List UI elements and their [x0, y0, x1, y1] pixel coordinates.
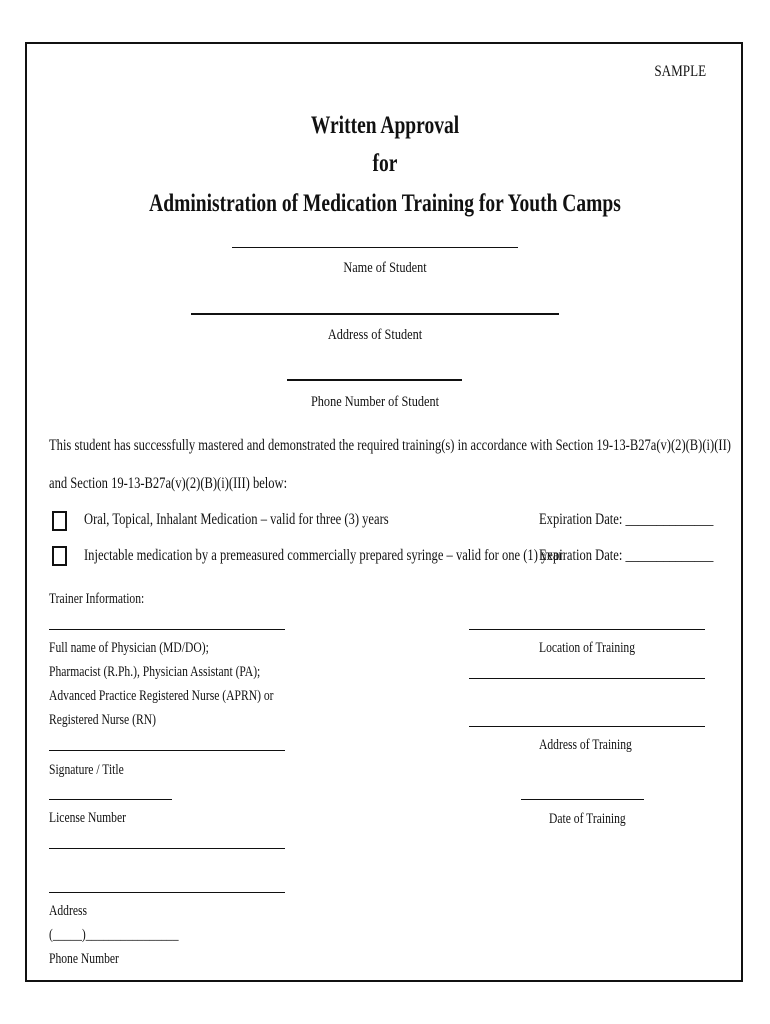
form-title-line2: for [372, 150, 398, 177]
trainer-name-line[interactable] [49, 629, 285, 630]
oral-medication-label: Oral, Topical, Inhalant Medication – valid for three (3) years [84, 511, 389, 528]
trainer-phone-label: Phone Number [49, 951, 119, 967]
trainer-phone-field[interactable]: (_____)________________ [49, 927, 179, 943]
injectable-medication-checkbox[interactable] [52, 546, 67, 566]
training-address-line1[interactable] [469, 678, 705, 679]
form-title-line1: Written Approval [310, 112, 460, 139]
student-name-label: Name of Student [343, 260, 427, 276]
form-title-line3: Administration of Medication Training for Youth Camps [149, 190, 621, 217]
trainer-heading: Trainer Information: [49, 591, 145, 607]
injectable-medication-label: Injectable medication by a premeasured commercially prepared syringe – valid for one (1) year [84, 547, 563, 564]
trainer-address-line2[interactable] [49, 892, 285, 893]
statement-line1: This student has successfully mastered and demonstrated the required training(s) in accordance with Section 19-13-B27a(v)(2)(B)(i)(II) [49, 437, 731, 454]
trainer-credentials-line3: Advanced Practice Registered Nurse (APRN) or [49, 688, 274, 704]
license-number-line[interactable] [49, 799, 172, 800]
trainer-address-line1[interactable] [49, 848, 285, 849]
trainer-credentials-line2: Pharmacist (R.Ph.), Physician Assistant (PA); [49, 664, 261, 680]
student-address-label: Address of Student [327, 327, 423, 343]
training-address-line2[interactable] [469, 726, 705, 727]
trainer-credentials-line4: Registered Nurse (RN) [49, 712, 156, 728]
license-number-label: License Number [49, 810, 126, 826]
oral-medication-checkbox[interactable] [52, 511, 67, 531]
date-of-training-line[interactable] [521, 799, 644, 800]
statement-line2: and Section 19-13-B27a(v)(2)(B)(i)(III) below: [49, 475, 288, 492]
date-of-training-label: Date of Training [549, 811, 626, 827]
location-of-training-line[interactable] [469, 629, 705, 630]
signature-label: Signature / Title [49, 762, 124, 778]
signature-line[interactable] [49, 750, 285, 751]
student-name-line[interactable] [232, 247, 518, 248]
student-phone-line[interactable] [287, 379, 462, 381]
location-of-training-label: Location of Training [539, 640, 636, 656]
trainer-credentials-line1: Full name of Physician (MD/DO); [49, 640, 209, 656]
injectable-expiration-date[interactable]: Expiration Date: ______________ [539, 547, 714, 564]
trainer-address-label: Address [49, 903, 88, 919]
training-address-label: Address of Training [539, 737, 632, 753]
student-address-line[interactable] [191, 313, 559, 315]
student-phone-label: Phone Number of Student [310, 394, 440, 410]
sample-label: SAMPLE [654, 63, 707, 80]
oral-expiration-date[interactable]: Expiration Date: ______________ [539, 511, 714, 528]
